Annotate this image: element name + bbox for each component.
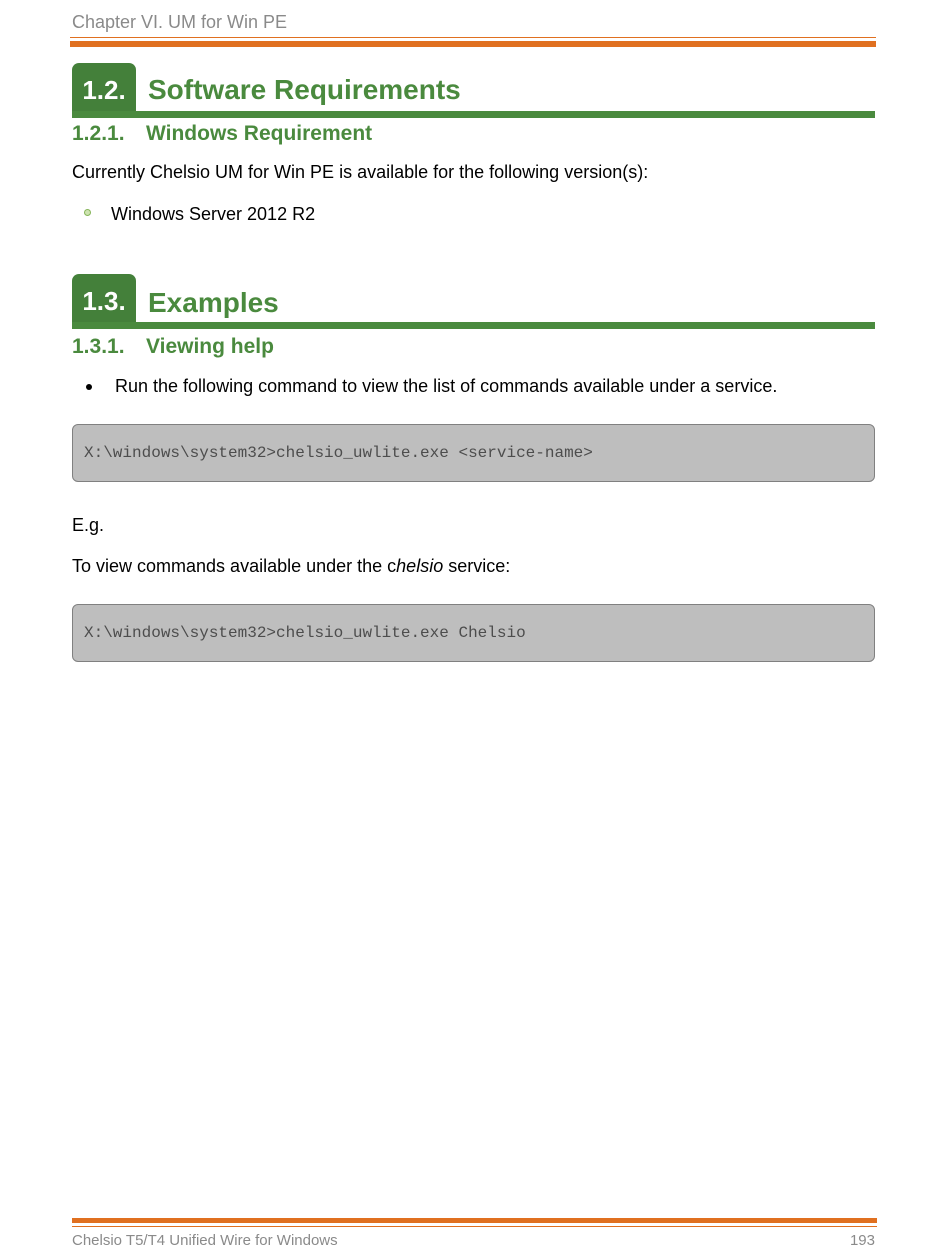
service-name-emphasis: helsio bbox=[396, 556, 444, 576]
header-rule bbox=[70, 41, 876, 47]
header-rule bbox=[70, 37, 876, 38]
subsection-title: Viewing help bbox=[146, 335, 274, 358]
subsection-heading bbox=[72, 335, 274, 359]
example-paragraph bbox=[72, 556, 510, 577]
list-item: Windows Server 2012 R2 bbox=[111, 204, 316, 224]
bullet-icon bbox=[84, 209, 91, 216]
intro-paragraph: Currently Chelsio UM for Win PE is available for the following version(s): bbox=[72, 162, 649, 182]
eg-label: E.g. bbox=[72, 515, 105, 535]
subsection-number: 1.2.1. bbox=[72, 122, 125, 145]
footer-doc-title: Chelsio T5/T4 Unified Wire for Windows bbox=[72, 1232, 338, 1249]
section-title: Software Requirements bbox=[148, 74, 461, 105]
example-text: To view commands available under the c bbox=[72, 556, 397, 576]
example-text: service: bbox=[443, 556, 511, 576]
subsection-title: Windows Requirement bbox=[146, 122, 373, 145]
section-rule bbox=[72, 111, 875, 118]
subsection-number: 1.3.1. bbox=[72, 335, 125, 358]
code-text: X:\windows\system32>chelsio_uwlite.exe Chelsio bbox=[84, 624, 526, 642]
list-item: Run the following command to view the list of commands available under a service. bbox=[115, 376, 778, 396]
section-number-badge: 1.3. bbox=[72, 274, 136, 328]
code-block bbox=[72, 604, 875, 662]
section-title: Examples bbox=[148, 287, 279, 318]
footer-rule bbox=[72, 1218, 877, 1223]
subsection-heading bbox=[72, 122, 372, 146]
section-rule bbox=[72, 322, 875, 329]
chapter-header: Chapter VI. UM for Win PE bbox=[72, 12, 288, 32]
page-number: 193 bbox=[849, 1232, 875, 1249]
code-text: X:\windows\system32>chelsio_uwlite.exe <service-name> bbox=[84, 444, 593, 462]
bullet-icon bbox=[86, 384, 92, 390]
section-number-badge: 1.2. bbox=[72, 63, 136, 117]
footer-rule bbox=[72, 1226, 877, 1227]
code-block bbox=[72, 424, 875, 482]
